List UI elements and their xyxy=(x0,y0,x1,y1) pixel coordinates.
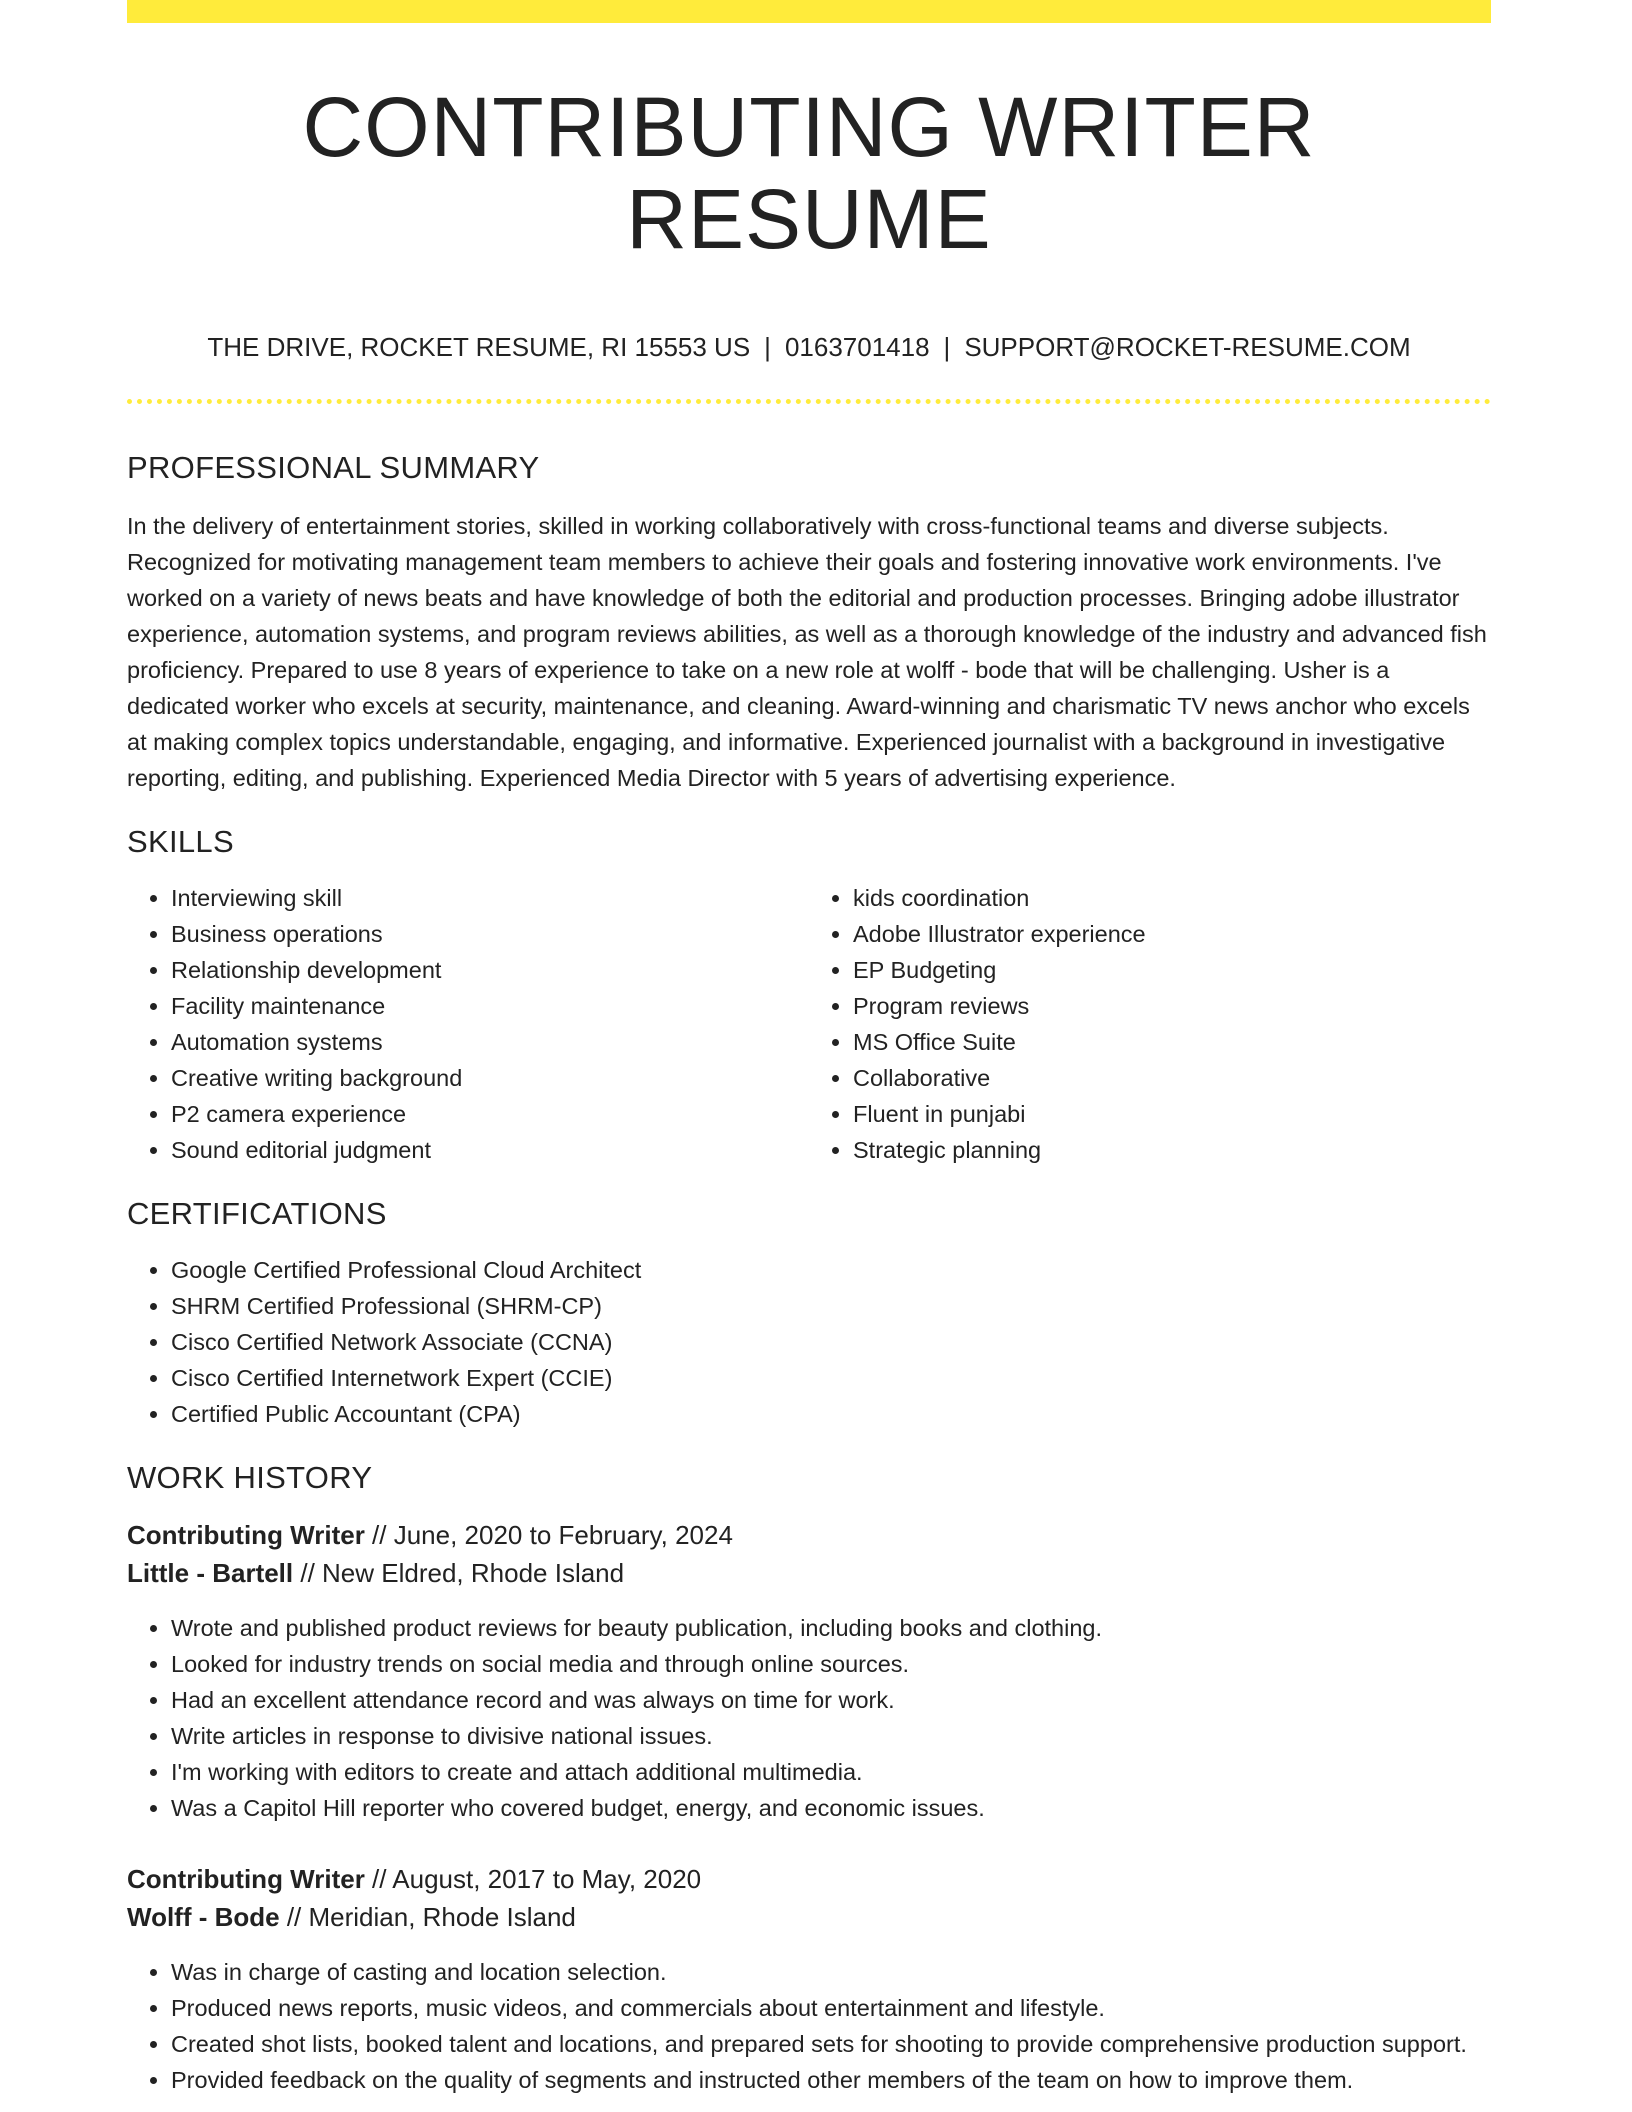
skill-item: • Program reviews xyxy=(853,988,1491,1024)
job-bullet: • Created shot lists, booked talent and locations, and prepared sets for shooting to provide comprehensive production support. xyxy=(171,2026,1491,2062)
skill-item: • Sound editorial judgment xyxy=(171,1132,809,1168)
contact-separator: | xyxy=(943,331,951,362)
contact-separator: | xyxy=(764,331,771,362)
skills-list-right xyxy=(809,880,1491,1168)
job-role-line xyxy=(127,1516,1491,1554)
contact-address: THE DRIVE, ROCKET RESUME, RI 15553 US xyxy=(207,331,751,362)
job-role: Contributing Writer xyxy=(127,1519,365,1550)
skills-heading: SKILLS xyxy=(127,823,234,859)
job-bullet: • Provided feedback on the quality of segments and instructed other members of the team on how to improve them. xyxy=(171,2062,1491,2098)
job-location: // New Eldred, Rhode Island xyxy=(293,1557,625,1588)
skill-item: • Interviewing skill xyxy=(171,880,809,916)
skills-grid xyxy=(127,860,1491,1168)
job-company-line xyxy=(127,1898,1491,1936)
contact-email: SUPPORT@ROCKET-RESUME.COM xyxy=(964,331,1411,362)
certifications-heading: CERTIFICATIONS xyxy=(127,1195,387,1231)
certification-item: • Google Certified Professional Cloud Architect xyxy=(171,1252,1491,1288)
skill-item: • EP Budgeting xyxy=(853,952,1491,988)
skill-item: • P2 camera experience xyxy=(171,1096,809,1132)
contact-phone: 0163701418 xyxy=(784,331,930,362)
skill-item: • Fluent in punjabi xyxy=(853,1096,1491,1132)
job-bullet: • Wrote and published product reviews for beauty publication, including books and clothing. xyxy=(171,1610,1491,1646)
job-company: Wolff - Bode xyxy=(127,1901,280,1932)
page-title: CONTRIBUTING WRITER RESUME xyxy=(302,80,1316,267)
certifications-list xyxy=(127,1252,1491,1432)
job-bullet: • Was a Capitol Hill reporter who covered budget, energy, and economic issues. xyxy=(171,1790,1491,1826)
skill-item: • Relationship development xyxy=(171,952,809,988)
skill-item: • Adobe Illustrator experience xyxy=(853,916,1491,952)
job-company: Little - Bartell xyxy=(127,1557,294,1588)
job-role: Contributing Writer xyxy=(127,1863,365,1894)
skill-item: • MS Office Suite xyxy=(853,1024,1491,1060)
skill-item: • Facility maintenance xyxy=(171,988,809,1024)
certification-item: • Cisco Certified Internetwork Expert (CCIE) xyxy=(171,1360,1491,1396)
skill-item: • kids coordination xyxy=(853,880,1491,916)
job-bullet: • Had an excellent attendance record and was always on time for work. xyxy=(171,1682,1491,1718)
job-location: // Meridian, Rhode Island xyxy=(279,1901,576,1932)
job-bullet: • Write articles in response to divisive national issues. xyxy=(171,1718,1491,1754)
job-dates: // August, 2017 to May, 2020 xyxy=(364,1863,702,1894)
job-entry xyxy=(127,1516,1491,1826)
job-bullet: • I'm working with editors to create and attach additional multimedia. xyxy=(171,1754,1491,1790)
job-dates: // June, 2020 to February, 2024 xyxy=(364,1519,733,1550)
accent-bar xyxy=(127,0,1491,23)
resume-page xyxy=(127,0,1491,2098)
summary-text: In the delivery of entertainment stories, skilled in working collaboratively with cross-functional teams and diverse subjects. Recognized for motivating management team members to achieve their goals and fostering innovative work environments. I've worked on a variety of news beats and have knowledge of both the editorial and production processes. Bringing adobe illustrator experience, automation systems, and program reviews abilities, as well as a thorough knowledge of the industry and advanced fish proficiency. Prepared to use 8 years of experience to take on a new role at wolff - bode that will be challenging. Usher is a dedicated worker who excels at security, maintenance, and cleaning. Award-winning and charismatic TV news anchor who excels at making complex topics understandable, engaging, and informative. Experienced journalist with a background in investigative reporting, editing, and publishing. Experienced Media Director with 5 years of advertising experience. xyxy=(127,512,1487,791)
skills-list-left xyxy=(127,880,809,1168)
job-bullets xyxy=(127,1610,1491,1826)
skill-item: • Creative writing background xyxy=(171,1060,809,1096)
skill-item: • Automation systems xyxy=(171,1024,809,1060)
dotted-divider xyxy=(127,399,1491,404)
contact-line xyxy=(127,332,1491,363)
job-role-line xyxy=(127,1860,1491,1898)
job-bullet: • Produced news reports, music videos, and commercials about entertainment and lifestyle. xyxy=(171,1990,1491,2026)
skill-item: • Strategic planning xyxy=(853,1132,1491,1168)
summary-heading: PROFESSIONAL SUMMARY xyxy=(127,449,540,485)
skill-item: • Collaborative xyxy=(853,1060,1491,1096)
job-bullet: • Was in charge of casting and location selection. xyxy=(171,1954,1491,1990)
certification-item: • SHRM Certified Professional (SHRM-CP) xyxy=(171,1288,1491,1324)
certification-item: • Cisco Certified Network Associate (CCNA) xyxy=(171,1324,1491,1360)
work-history-heading: WORK HISTORY xyxy=(127,1459,373,1495)
job-company-line xyxy=(127,1554,1491,1592)
job-bullets xyxy=(127,1954,1491,2098)
job-entry xyxy=(127,1860,1491,2098)
job-bullet: • Looked for industry trends on social media and through online sources. xyxy=(171,1646,1491,1682)
certification-item: • Certified Public Accountant (CPA) xyxy=(171,1396,1491,1432)
skill-item: • Business operations xyxy=(171,916,809,952)
